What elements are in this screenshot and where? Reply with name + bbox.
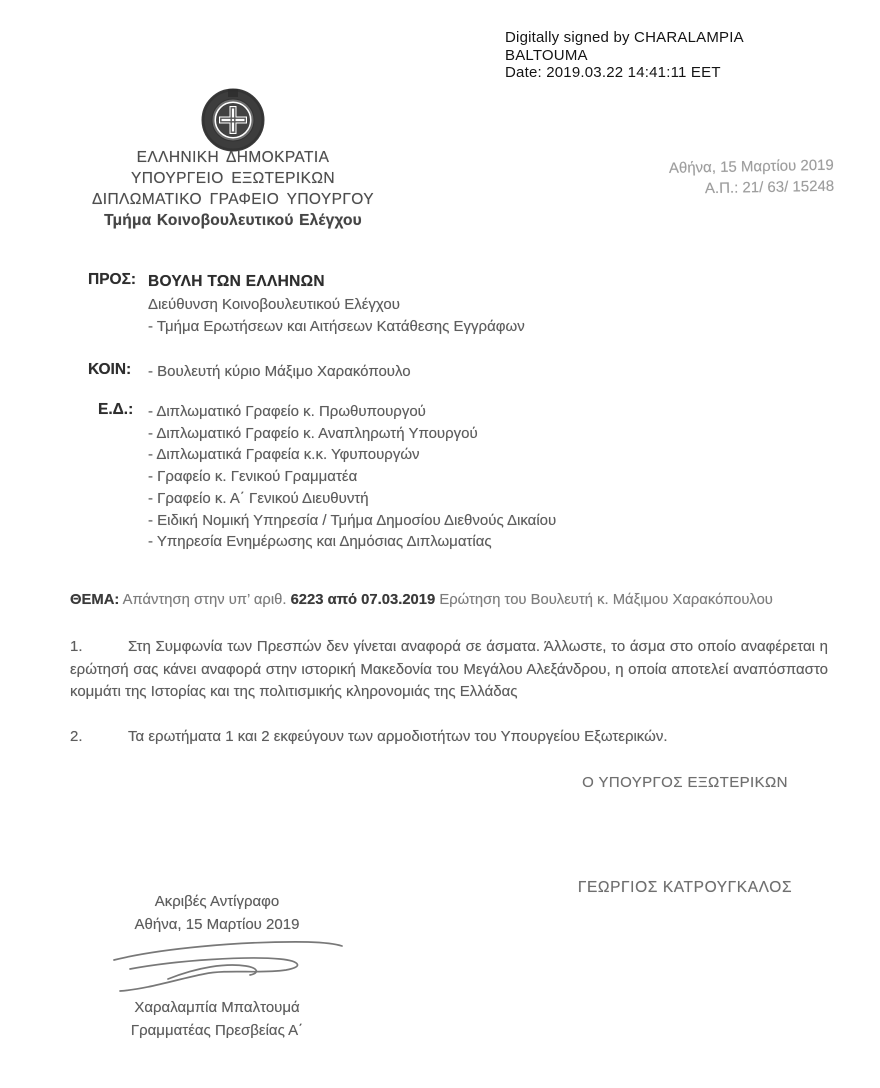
body-paragraph-2	[70, 726, 828, 749]
minister-name: ΓΕΩΡΓΙΟΣ ΚΑΤΡΟΥΓΚΑΛΟΣ	[577, 879, 793, 896]
paragraph-number: 2.	[70, 728, 83, 745]
letterhead-republic: ΕΛΛΗΝΙΚΗ ΔΗΜΟΚΡΑΤΙΑ	[136, 149, 330, 166]
to-label: ΠΡΟΣ:	[88, 271, 137, 288]
distribution-item: - Γραφείο κ. Α΄ Γενικού Διευθυντή	[148, 489, 369, 507]
internal-distribution-label: Ε.Δ.:	[98, 401, 134, 418]
certification-date: Αθήνα, 15 Μαρτίου 2019	[134, 915, 300, 933]
to-directorate: Διεύθυνση Κοινοβουλευτικού Ελέγχου	[148, 295, 400, 313]
place-date: Αθήνα, 15 Μαρτίου 2019	[668, 156, 834, 177]
cc-label: ΚΟΙΝ:	[88, 361, 132, 378]
reference-block	[592, 155, 835, 202]
subject-text: Απάντηση στην υπ’ αριθ.	[122, 592, 291, 608]
subject-line	[70, 592, 840, 608]
handwritten-signature	[108, 933, 346, 995]
distribution-item: - Ειδική Νομική Υπηρεσία / Τμήμα Δημοσίου Διεθνούς Δικαίου	[148, 511, 557, 529]
paragraph-text: Τα ερωτήματα 1 και 2 εκφεύγουν των αρμοδιοτήτων του Υπουργείου Εξωτερικών.	[128, 728, 668, 745]
to-content	[148, 271, 525, 339]
letterhead-office: ΔΙΠΛΩΜΑΤΙΚΟ ΓΡΑΦΕΙΟ ΥΠΟΥΡΓΟΥ	[91, 191, 374, 208]
letterhead-department: Τμήμα Κοινοβουλευτικού Ελέγχου	[104, 212, 362, 229]
protocol-number: Α.Π.: 21/ 63/ 15248	[704, 177, 835, 198]
cc-recipient: - Βουλευτή κύριο Μάξιμο Χαρακόπουλο	[148, 363, 411, 380]
distribution-item: - Διπλωματικό Γραφείο κ. Πρωθυπουργού	[148, 403, 426, 420]
to-main-recipient: ΒΟΥΛΗ ΤΩΝ ΕΛΛΗΝΩΝ	[148, 273, 325, 290]
distribution-item: - Γραφείο κ. Γενικού Γραμματέα	[148, 468, 358, 486]
subject-text-tail: Ερώτηση του Βουλευτή κ. Μάξιμου Χαρακόπουλου	[439, 592, 773, 608]
certifier-block	[80, 996, 354, 1042]
letterhead-ministry: ΥΠΟΥΡΓΕΙΟ ΕΞΩΤΕΡΙΚΩΝ	[131, 170, 335, 187]
internal-distribution-list	[148, 401, 556, 553]
distribution-item: - Διπλωματικό Γραφείο κ. Αναπληρωτή Υπουργού	[148, 424, 478, 442]
subject-question-ref: 6223 από 07.03.2019	[290, 592, 436, 608]
digital-signature-stamp	[505, 29, 850, 82]
distribution-item: - Υπηρεσία Ενημέρωσης και Δημόσιας Διπλωματίας	[148, 533, 492, 551]
certified-copy-label: Ακριβές Αντίγραφο	[154, 893, 280, 910]
certification-block	[88, 891, 346, 936]
paragraph-text: Στη Συμφωνία των Πρεσπών δεν γίνεται αναφορά σε άσματα. Άλλωστε, το άσμα στο οποίο αναφέρεται η ερώτησή σας κάνει αναφορά στην ιστορική Μακεδονία του Μεγάλου Αλεξάνδρου, η οποία αποτελεί αναπόσπαστο κομμάτι της Ιστορίας και της πολιτισμικής κληρονομιάς της Ελλάδας	[70, 638, 828, 700]
body-paragraph-1	[70, 636, 828, 704]
greek-coat-of-arms-icon	[201, 86, 265, 152]
digital-signature-line2: BALTOUMA	[505, 46, 588, 64]
paragraph-number: 1.	[70, 638, 83, 655]
certifier-title: Γραμματέας Πρεσβείας Α΄	[130, 1022, 304, 1039]
letterhead	[28, 147, 438, 231]
distribution-item: - Διπλωματικά Γραφεία κ.κ. Υφυπουργών	[148, 446, 420, 464]
digital-signature-line3: Date: 2019.03.22 14:41:11 EET	[505, 64, 721, 81]
subject-label: ΘΕΜΑ:	[70, 592, 120, 608]
minister-title: Ο ΥΠΟΥΡΓΟΣ ΕΞΩΤΕΡΙΚΩΝ	[582, 774, 788, 791]
digital-signature-line1: Digitally signed by CHARALAMPIA	[505, 29, 744, 46]
to-department: - Τμήμα Ερωτήσεων και Αιτήσεων Κατάθεσης Εγγράφων	[148, 318, 525, 335]
certifier-name: Χαραλαμπία Μπαλτουμά	[134, 999, 300, 1016]
